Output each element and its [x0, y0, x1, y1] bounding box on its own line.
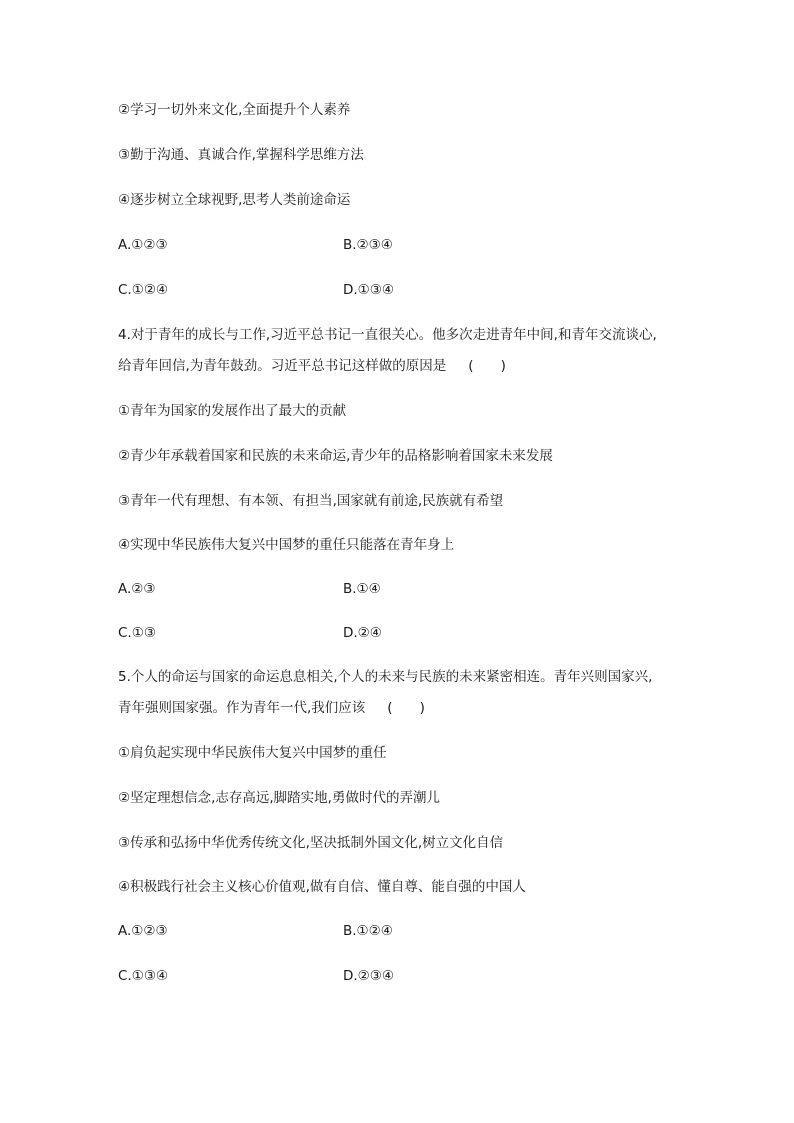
- q5-item-3: ③传承和弘扬中华优秀传统文化,坚决抵制外国文化,树立文化自信: [118, 835, 504, 851]
- q4-option-a: A.②③: [118, 581, 156, 597]
- q4-answer-paren: ( ): [468, 358, 506, 374]
- q5-item-1: ①肩负起实现中华民族伟大复兴中国梦的重任: [118, 745, 387, 761]
- q5-stem-line2: [118, 698, 425, 718]
- q3-option-b: B.②③④: [343, 237, 393, 253]
- q4-stem-line2: [118, 356, 506, 376]
- q4-option-d: D.②④: [343, 625, 382, 641]
- q5-option-b: B.①②④: [343, 923, 393, 939]
- q5-stem-text: 青年强则国家强。作为青年一代,我们应该: [118, 700, 366, 716]
- q5-item-4: ④积极践行社会主义核心价值观,做有自信、懂自尊、能自强的中国人: [118, 879, 526, 895]
- q4-item-1: ①青年为国家的发展作出了最大的贡献: [118, 403, 347, 419]
- q4-item-2: ②青少年承载着国家和民族的未来命运,青少年的品格影响着国家未来发展: [118, 448, 553, 464]
- q3-option-a: A.①②③: [118, 237, 168, 253]
- q4-item-3: ③青年一代有理想、有本领、有担当,国家就有前途,民族就有希望: [118, 493, 504, 509]
- q4-stem-line1: 4.对于青年的成长与工作,习近平总书记一直很关心。他多次走进青年中间,和青年交流谈心,: [118, 327, 657, 343]
- q3-item-2: ②学习一切外来文化,全面提升个人素养: [118, 102, 351, 118]
- q5-stem-line1: 5.个人的命运与国家的命运息息相关,个人的未来与民族的未来紧密相连。青年兴则国家兴,: [118, 669, 653, 685]
- q4-option-c: C.①③: [118, 625, 156, 641]
- q4-item-4: ④实现中华民族伟大复兴中国梦的重任只能落在青年身上: [118, 537, 455, 553]
- q5-option-d: D.②③④: [343, 968, 394, 984]
- q5-option-c: C.①③④: [118, 968, 169, 984]
- q3-item-4: ④逐步树立全球视野,思考人类前途命运: [118, 192, 351, 208]
- q4-stem-text: 给青年回信,为青年鼓劲。习近平总书记这样做的原因是: [118, 358, 447, 374]
- q3-option-d: D.①③④: [343, 282, 394, 298]
- q3-item-3: ③勤于沟通、真诚合作,掌握科学思维方法: [118, 147, 364, 163]
- q5-option-a: A.①②③: [118, 923, 168, 939]
- q5-answer-paren: ( ): [387, 700, 425, 716]
- q5-item-2: ②坚定理想信念,志存高远,脚踏实地,勇做时代的弄潮儿: [118, 790, 440, 806]
- q3-option-c: C.①②④: [118, 282, 169, 298]
- q4-option-b: B.①④: [343, 581, 381, 597]
